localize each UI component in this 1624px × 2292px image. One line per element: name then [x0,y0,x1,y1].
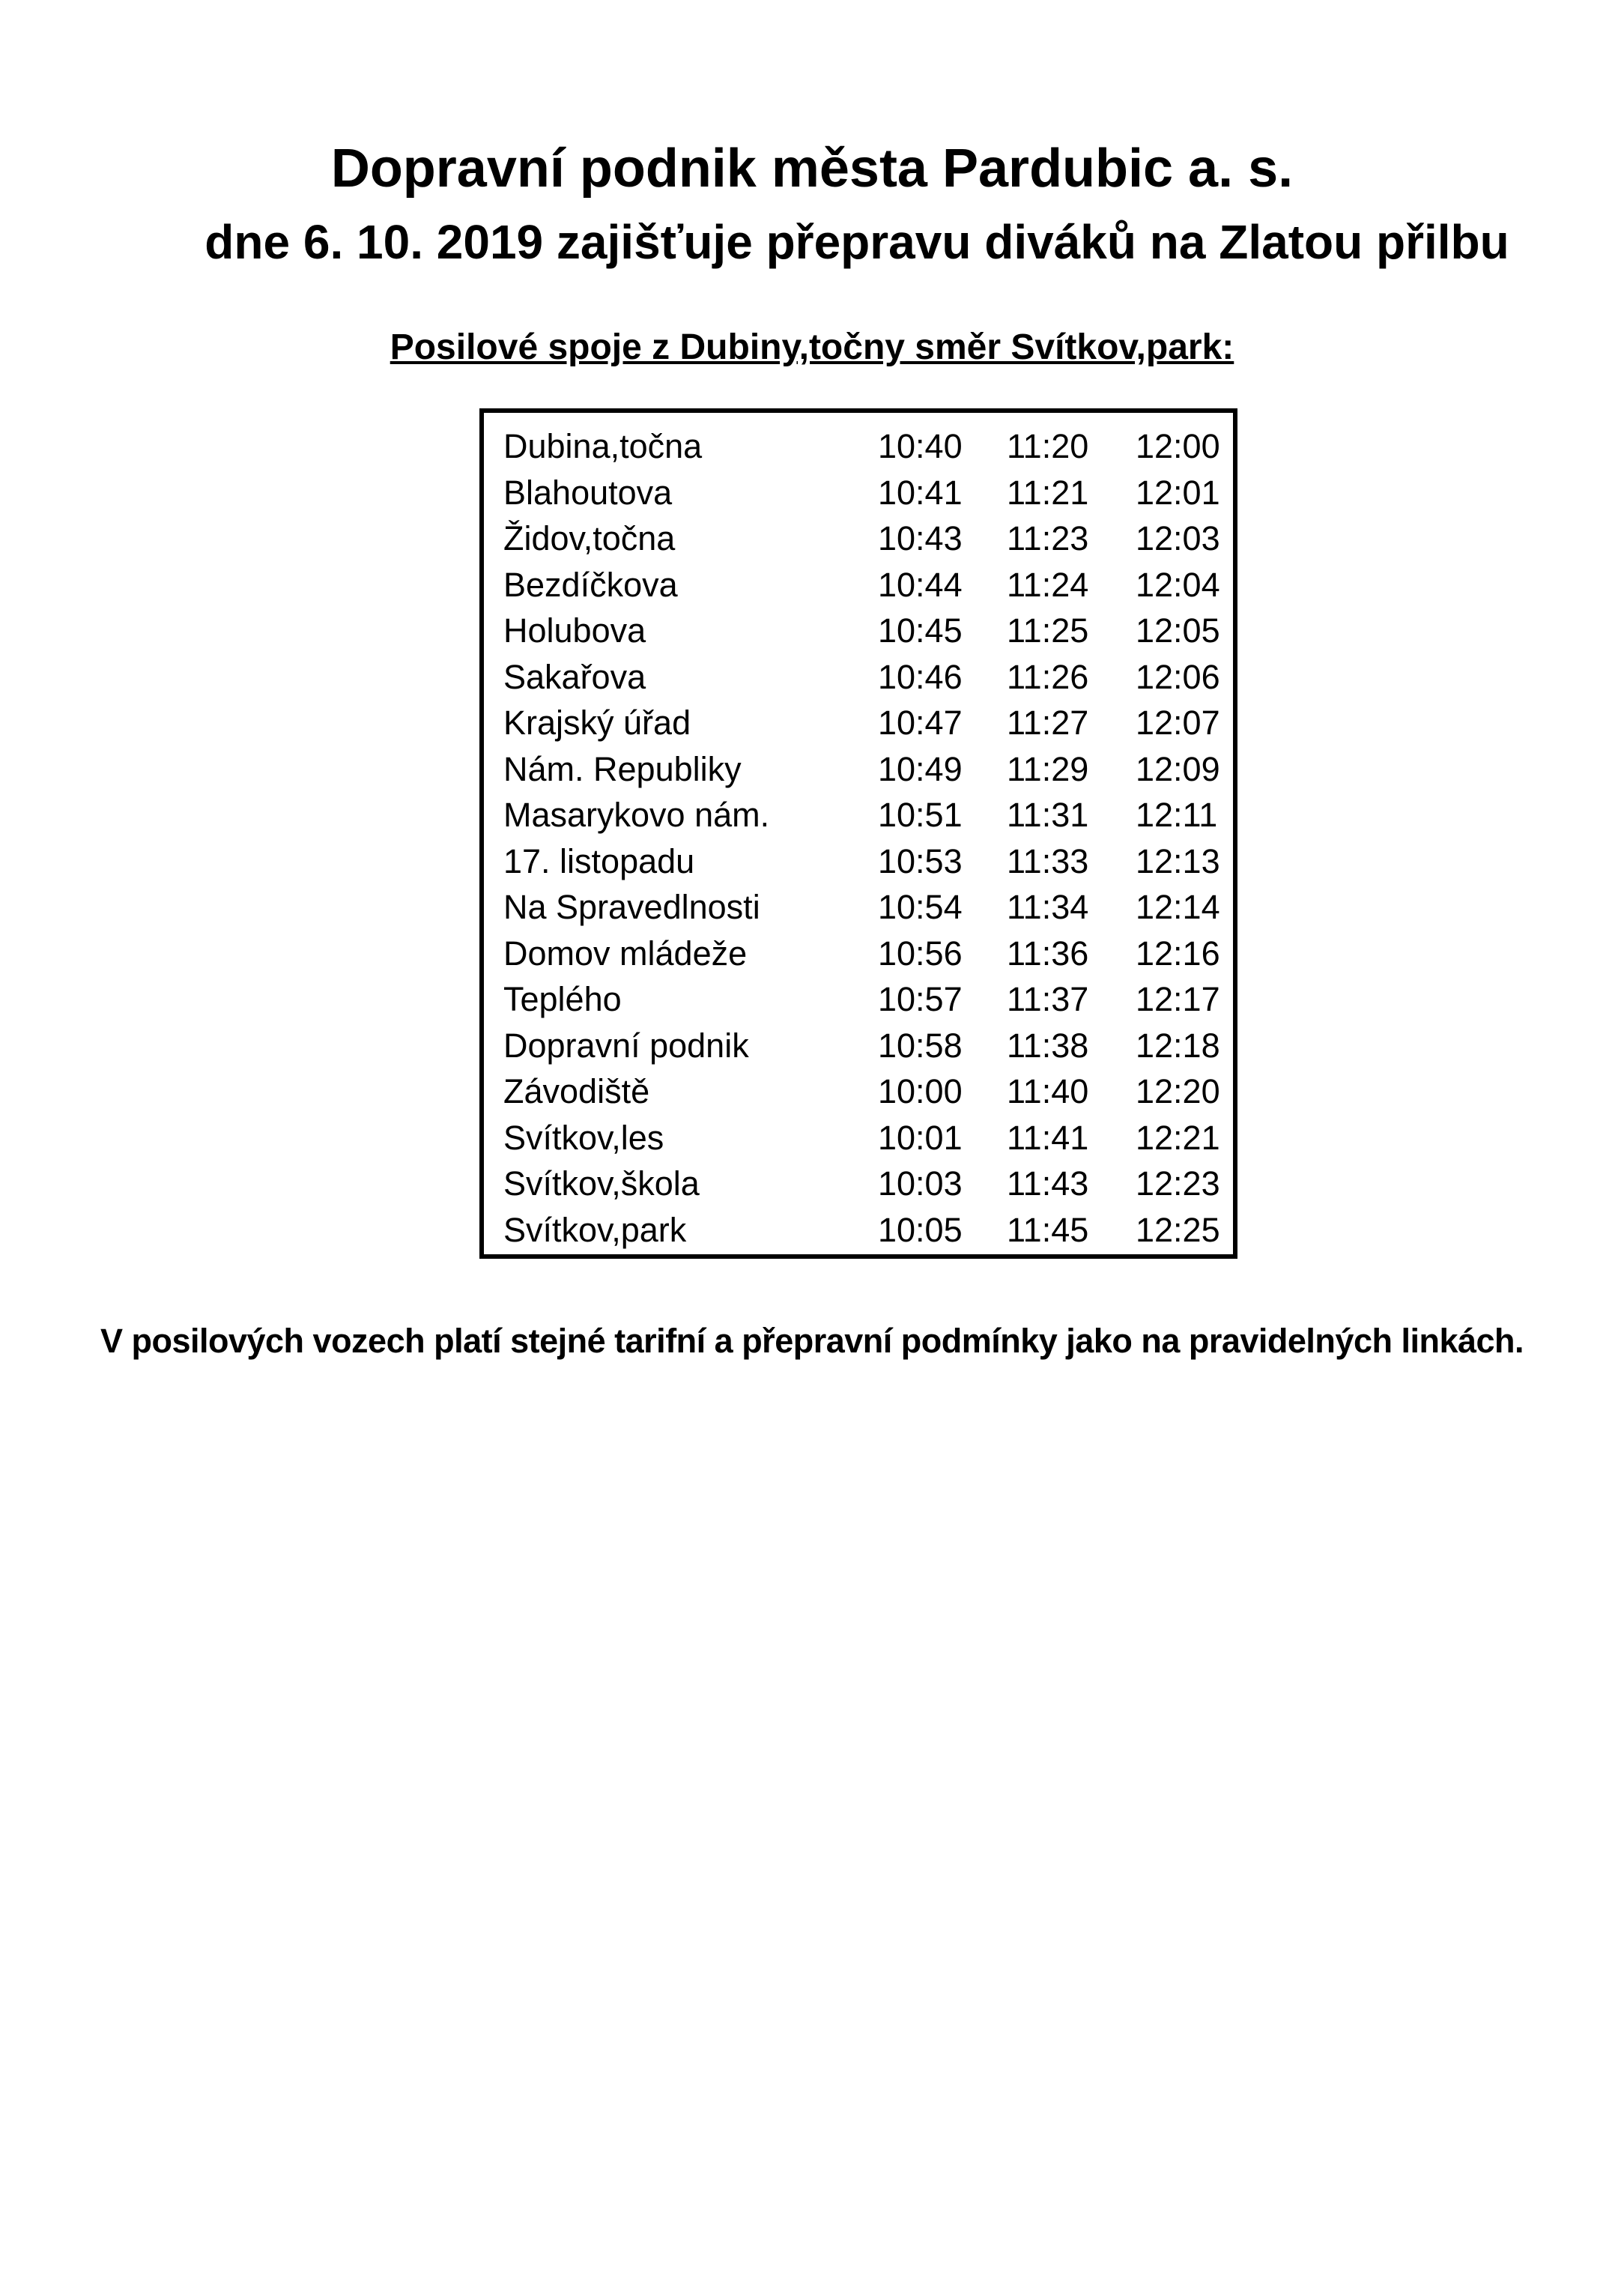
departure-time: 12:18 [1136,1026,1220,1065]
page-title: Dopravní podnik města Pardubic a. s. [330,139,1294,199]
timetable-heading: Posilové spoje z Dubiny,točny směr Svítkov,park: [390,327,1234,367]
departure-time: 11:40 [1007,1072,1089,1110]
table-row [503,562,1222,608]
table-row [503,976,1222,1023]
departure-time: 11:34 [1007,888,1089,926]
departure-time: 12:14 [1136,888,1220,926]
departure-time: 11:33 [1007,841,1089,880]
departure-time: 11:38 [1007,1026,1089,1065]
departure-time: 12:03 [1136,519,1220,557]
stop-name: Masarykovo nám. [503,796,770,834]
table-row [503,792,1222,838]
departure-time: 10:03 [878,1164,963,1203]
departure-time: 11:25 [1007,611,1089,650]
stop-name: Svítkov,les [503,1118,664,1157]
departure-time: 12:21 [1136,1118,1220,1157]
departure-time: 10:01 [878,1118,963,1157]
stop-name: Domov mládeže [503,934,748,973]
departure-time: 10:49 [878,749,963,788]
departure-time: 10:53 [878,841,963,880]
departure-time: 12:25 [1136,1210,1220,1249]
departure-time: 10:45 [878,611,963,650]
departure-time: 11:37 [1007,980,1089,1018]
stop-name: 17. listopadu [503,841,695,880]
departure-time: 11:21 [1007,473,1089,512]
departure-time: 10:51 [878,796,963,834]
table-row [503,470,1222,516]
departure-time: 11:41 [1007,1118,1089,1157]
table-row [503,931,1222,977]
stop-name: Dopravní podnik [503,1026,749,1065]
table-row [503,1023,1222,1069]
table-row [503,1161,1222,1207]
stop-name: Závodiště [503,1072,650,1110]
departure-time: 12:06 [1136,657,1220,696]
stop-name: Dubina,točna [503,427,703,465]
departure-time: 12:11 [1136,796,1218,834]
departure-time: 11:43 [1007,1164,1089,1203]
timetable-rows [503,423,1222,1253]
departure-time: 12:01 [1136,473,1220,512]
departure-time: 10:47 [878,704,963,742]
departure-time: 12:13 [1136,841,1220,880]
departure-time: 11:24 [1007,565,1089,604]
table-row [503,1207,1222,1254]
departure-time: 11:27 [1007,704,1089,742]
departure-time: 12:23 [1136,1164,1220,1203]
stop-name: Židov,točna [503,519,676,557]
departure-time: 12:09 [1136,749,1220,788]
departure-time: 11:20 [1007,427,1089,465]
departure-time: 11:23 [1007,519,1089,557]
departure-time: 11:36 [1007,934,1089,973]
departure-time: 11:29 [1007,749,1089,788]
table-row [503,746,1222,793]
departure-time: 10:40 [878,427,963,465]
stop-name: Na Spravedlnosti [503,888,760,926]
departure-time: 10:44 [878,565,963,604]
departure-time: 10:00 [878,1072,963,1110]
departure-time: 12:05 [1136,611,1220,650]
table-row [503,838,1222,885]
departure-time: 10:43 [878,519,963,557]
departure-time: 10:57 [878,980,963,1018]
departure-time: 12:20 [1136,1072,1220,1110]
departure-time: 10:56 [878,934,963,973]
table-row [503,1115,1222,1161]
departure-time: 12:04 [1136,565,1220,604]
stop-name: Svítkov,park [503,1210,687,1249]
departure-time: 10:05 [878,1210,963,1249]
stop-name: Nám. Republiky [503,749,742,788]
departure-time: 11:31 [1007,796,1089,834]
departure-time: 12:00 [1136,427,1220,465]
stop-name: Bezdíčkova [503,565,678,604]
stop-name: Holubova [503,611,646,650]
page-subtitle: dne 6. 10. 2019 zajišťuje přepravu diváků na Zlatou přilbu [204,215,1509,269]
table-row [503,515,1222,562]
stop-name: Sakařova [503,657,646,696]
departure-time: 12:17 [1136,980,1220,1018]
table-row [503,423,1222,470]
stop-name: Krajský úřad [503,704,691,742]
table-row [503,700,1222,746]
stop-name: Teplého [503,980,622,1018]
table-row [503,884,1222,931]
departure-time: 10:46 [878,657,963,696]
departure-time: 10:41 [878,473,963,512]
table-row [503,1068,1222,1115]
stop-name: Blahoutova [503,473,673,512]
departure-time: 11:26 [1007,657,1089,696]
departure-time: 12:16 [1136,934,1220,973]
departure-time: 12:07 [1136,704,1220,742]
table-row [503,608,1222,654]
departure-time: 10:58 [878,1026,963,1065]
departure-time: 11:45 [1007,1210,1089,1249]
timetable-box [479,408,1237,1259]
stop-name: Svítkov,škola [503,1164,700,1203]
departure-time: 10:54 [878,888,963,926]
table-row [503,654,1222,701]
footer-note: V posilových vozech platí stejné tarifní a přepravní podmínky jako na pravidelných linkách. [100,1322,1524,1360]
